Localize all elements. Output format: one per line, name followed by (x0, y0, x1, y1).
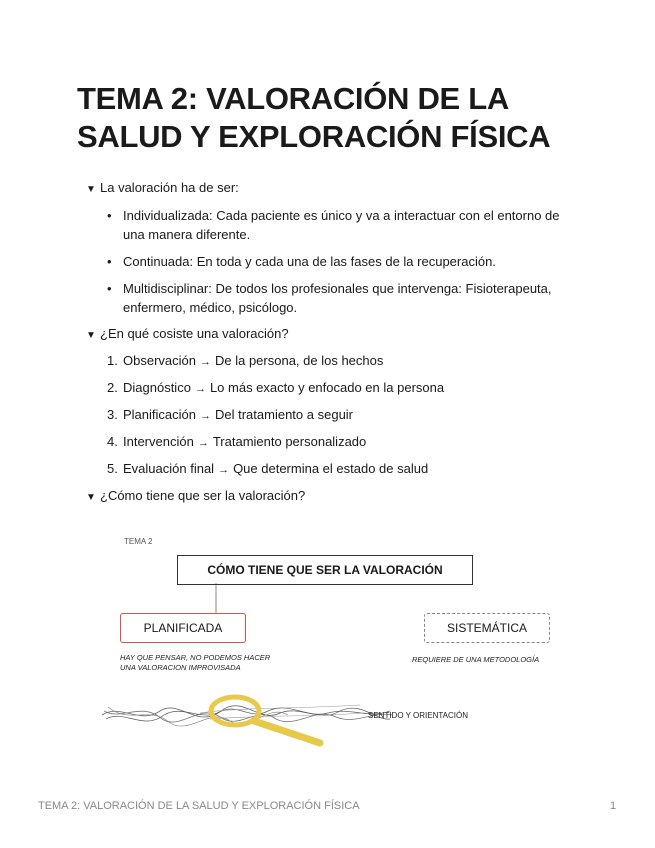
diagram-note-left-2: UNA VALORACION IMPROVISADA (120, 663, 241, 672)
toggle-como-tiene-que-ser[interactable] (86, 488, 305, 503)
item-desc: Que determina el estado de salud (233, 461, 429, 476)
diagram-box-sistematica: SISTEMÁTICA (424, 613, 550, 643)
item-number: 5. (107, 461, 118, 476)
item-number: 1. (107, 353, 118, 368)
footer-title: TEMA 2: VALORACIÓN DE LA SALUD Y EXPLORACIÓN FÍSICA (38, 800, 360, 812)
arrow-right-icon: → (199, 356, 211, 368)
diagram-image (100, 525, 578, 750)
item-label: Diagnóstico (123, 380, 191, 395)
item-label: Observación (123, 353, 196, 368)
toggle-heading: ¿En qué cosiste una valoración? (100, 326, 289, 341)
toggle-heading: La valoración ha de ser: (100, 180, 239, 195)
arrow-right-icon: → (194, 383, 206, 395)
arrow-right-icon: → (197, 437, 209, 449)
diagram-note-left-1: HAY QUE PENSAR, NO PODEMOS HACER (120, 653, 271, 662)
item-label: Intervención (123, 434, 194, 449)
diagram-tag: TEMA 2 (124, 537, 153, 546)
bullet-icon: • (107, 208, 112, 223)
list-item (107, 279, 557, 317)
list-item (107, 252, 557, 271)
toggle-valoracion-ha-de-ser[interactable] (86, 180, 239, 195)
item-number: 3. (107, 407, 118, 422)
item-desc: De la persona, de los hechos (214, 353, 384, 368)
item-desc: Tratamiento personalizado (212, 434, 367, 449)
item-number: 4. (107, 434, 118, 449)
item-desc: Del tratamiento a seguir (215, 407, 354, 422)
toggle-triangle-icon[interactable]: ▼ (86, 330, 96, 341)
bullet-icon: • (107, 281, 112, 296)
item-number: 2. (107, 380, 118, 395)
numbered-item (107, 461, 428, 476)
list-item-text: Multidisciplinar: De todos los profesionales que intervenga: Fisioterapeuta, enfermero, médico, psicólogo. (123, 281, 552, 315)
list-item-text: Continuada: En toda y cada una de las fases de la recuperación. (123, 254, 496, 269)
magnifier-icon (211, 697, 320, 743)
list-item-text: Individualizada: Cada paciente es único y va a interactuar con el entorno de una manera diferente. (123, 208, 560, 242)
toggle-triangle-icon[interactable]: ▼ (86, 184, 96, 195)
diagram-box-planificada: PLANIFICADA (120, 613, 246, 643)
diagram-note-right: REQUIERE DE UNA METODOLOGÍA (412, 655, 540, 664)
page-title: TEMA 2: VALORACIÓN DE LA SALUD Y EXPLORACIÓN FÍSICA (77, 81, 551, 154)
item-label: Evaluación final (123, 461, 215, 476)
numbered-item (107, 380, 444, 395)
arrow-right-icon: → (200, 410, 211, 422)
toggle-heading: ¿Cómo tiene que ser la valoración? (100, 488, 306, 503)
item-desc: Lo más exacto y enfocado en la persona (209, 380, 445, 395)
numbered-item (107, 434, 366, 449)
list-item (107, 206, 560, 244)
diagram-main-box: CÓMO TIENE QUE SER LA VALORACIÓN (177, 555, 473, 585)
toggle-triangle-icon[interactable]: ▼ (86, 492, 96, 503)
toggle-en-que-consiste[interactable] (86, 326, 289, 341)
page-number: 1 (610, 800, 617, 812)
numbered-item (107, 353, 383, 368)
arrow-right-icon: → (218, 464, 230, 476)
bullet-icon: • (107, 254, 112, 269)
diagram-note-lens: SENTIDO Y ORIENTACIÓN (368, 711, 469, 720)
numbered-item (107, 407, 353, 422)
item-label: Planificación (123, 407, 196, 422)
